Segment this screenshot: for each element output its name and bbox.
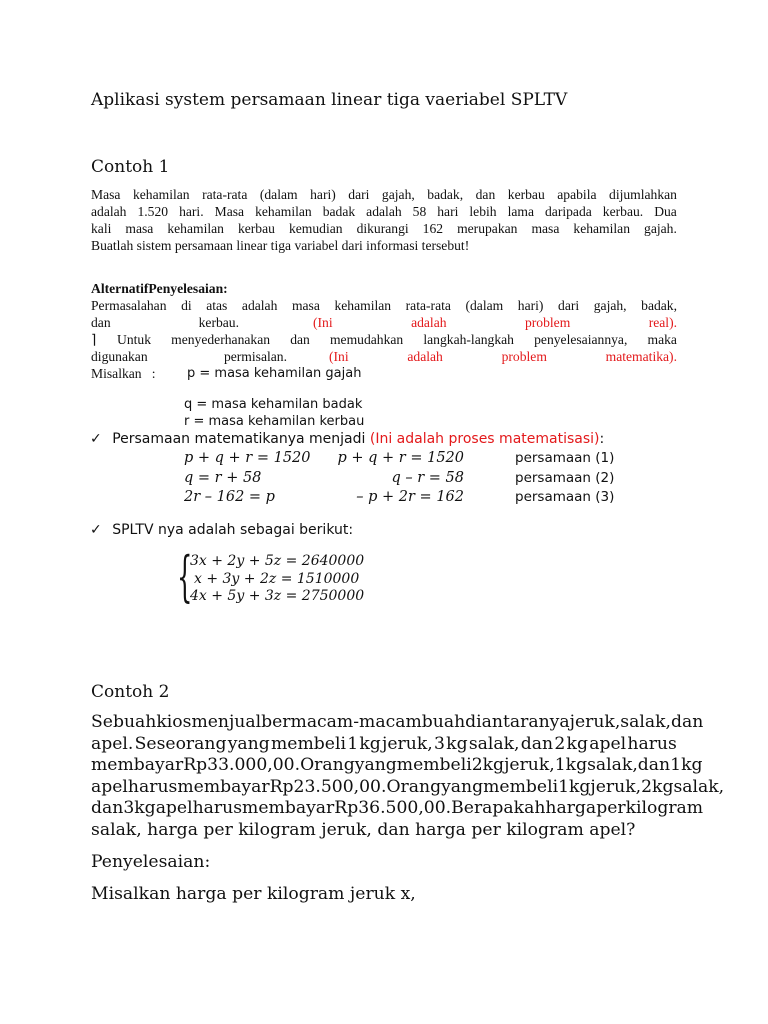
paragraph-line (91, 203, 677, 220)
word: kehamilan (132, 187, 190, 202)
word: menjual (191, 712, 262, 732)
word: memudahkan (329, 332, 404, 347)
check-icon: ✓ (90, 431, 102, 447)
word: jeruk, (590, 776, 642, 797)
word: 3 (123, 798, 135, 819)
word: (Ini (313, 315, 333, 330)
word: di (181, 298, 192, 313)
equation-tags (515, 449, 614, 508)
word: kemudian (288, 221, 343, 236)
word: salak, (468, 733, 520, 754)
word: salak, (587, 755, 638, 776)
word: daripada (545, 204, 592, 219)
word: Masa (214, 204, 245, 219)
word: maka (647, 332, 677, 347)
word: lebih (469, 204, 497, 219)
word: kehamilan (573, 221, 631, 236)
word: Masa (91, 187, 121, 202)
paragraph-line (91, 776, 725, 799)
word: atas (206, 298, 228, 313)
paragraph-line (91, 186, 677, 203)
word: hari) (310, 187, 336, 202)
solution-line: Misalkan harga per kilogram jeruk x, (91, 884, 416, 904)
word: digunakan (91, 349, 148, 364)
word: gajah, (593, 298, 627, 313)
word: gajah. (644, 221, 677, 236)
word: Berapakah (451, 798, 546, 819)
word: Rp36.500,00. (334, 798, 452, 819)
word: kerbau (507, 187, 545, 202)
system-equation: 4x + 5y + 3z = 2750000 (190, 588, 365, 604)
word: harus (627, 733, 677, 754)
word: harus (192, 798, 243, 819)
word: kilogram (625, 798, 704, 819)
document-title: Aplikasi system persamaan linear tiga vaeriabel SPLTV (91, 90, 568, 110)
word: adalah (366, 204, 402, 219)
word: badak, (641, 298, 677, 313)
equation-tag: persamaan (3) (515, 489, 615, 505)
word: dijumlahkan (609, 187, 677, 202)
word: problem (501, 349, 547, 364)
word: harus (127, 776, 178, 797)
word: problem (524, 315, 571, 330)
word: dan (671, 712, 704, 732)
paragraph-line (91, 220, 677, 237)
equation: q – r = 58 (391, 469, 464, 486)
word: kerbau. (198, 315, 239, 330)
alternative-solution-heading: AlternatifPenyelesaian: (91, 281, 228, 296)
word: kali (91, 221, 112, 236)
word: apel (91, 776, 128, 797)
word: menyederhanakan (171, 332, 271, 347)
word: 1 (670, 755, 682, 776)
word: jeruk, (569, 712, 621, 732)
math-model-item: ✓ Persamaan matematikanya menjadi (Ini adalah proses matematisasi): (90, 431, 605, 447)
word: badak (322, 204, 356, 219)
word: kg (565, 755, 588, 776)
example-1-heading: Contoh 1 (91, 157, 170, 177)
variable-p: p = masa kehamilan gajah (187, 366, 362, 381)
word: membeli (483, 776, 559, 797)
word: rata-rata (202, 187, 248, 202)
word: dan (520, 733, 554, 754)
paragraph-line: Buatlah sistem persamaan linear tiga variabel dari informasi tersebut! (91, 238, 470, 253)
word: membayar (242, 798, 335, 819)
bracket-glyph: ⌉ (91, 332, 97, 347)
word: adalah (241, 298, 278, 313)
math-model-note: (Ini adalah proses matematisasi) (369, 431, 600, 447)
alt-line (91, 365, 677, 382)
word: kg (446, 733, 468, 754)
word: jeruk, (382, 733, 433, 754)
word: masa (291, 298, 320, 313)
word: salak, (620, 712, 671, 732)
word: kehamilan (167, 221, 224, 236)
word: kerbau. (602, 204, 644, 219)
word: adalah (411, 315, 447, 330)
equation: p + q + r = 1520 (337, 450, 464, 466)
word: lama (507, 204, 534, 219)
word: kg (482, 755, 505, 776)
word: apabila (557, 187, 597, 202)
word: buah (421, 712, 466, 732)
word: kg (652, 776, 674, 797)
word: Orang (386, 776, 442, 797)
word: membayar (91, 755, 184, 776)
word: masa (531, 221, 560, 236)
word: (Ini (329, 349, 349, 364)
word: dari (558, 298, 580, 313)
word: penyelesaiannya, (534, 332, 628, 347)
word: Rp33.000,00. (183, 755, 301, 776)
word: yang (227, 733, 270, 754)
system-equation: 3x + 2y + 5z = 2640000 (190, 553, 365, 569)
word: Dua (654, 204, 677, 219)
word: kerbau (237, 221, 275, 236)
variable-q: q = masa kehamilan badak (184, 397, 363, 412)
word: 2 (471, 755, 483, 776)
word: membeli (396, 755, 472, 776)
word: adalah (91, 204, 127, 219)
word: apel (589, 733, 627, 754)
system-brace: { (177, 545, 193, 608)
word: hari) (517, 298, 544, 313)
system-equation: x + 3y + 2z = 1510000 (194, 570, 360, 587)
word: kg (681, 755, 703, 776)
word: gajah, (381, 187, 415, 202)
word: badak, (427, 187, 464, 202)
word: antaranya (481, 712, 570, 732)
misalkan-label: Misalkan : (91, 366, 156, 381)
paragraph-line (91, 712, 704, 734)
word: dan (91, 315, 111, 330)
word: kg (134, 798, 156, 819)
word: dari (348, 187, 370, 202)
equation: – p + 2r = 162 (356, 489, 464, 505)
word: rata-rata (405, 298, 451, 313)
word: permisalan. (223, 349, 287, 364)
word: yang (441, 776, 484, 797)
word: Untuk (117, 332, 151, 347)
solution-heading: Penyelesaian: (91, 852, 211, 872)
example-2-heading: Contoh 2 (91, 682, 170, 702)
check-icon: ✓ (90, 522, 102, 538)
word: membeli (271, 733, 346, 754)
paragraph-line (91, 755, 703, 777)
word: apel. (91, 733, 134, 754)
word: Seseorang (134, 733, 227, 754)
math-model-text: Persamaan matematikanya menjadi (112, 431, 370, 447)
word: di (465, 712, 482, 732)
example-1-paragraph (91, 186, 677, 254)
word: adalah (407, 349, 443, 364)
word: apel (155, 798, 193, 819)
paragraph-line: salak, harga per kilogram jeruk, dan harga per kilogram apel? (91, 819, 636, 840)
word: merupakan (457, 221, 518, 236)
word: membayar (177, 776, 270, 797)
equation: 2r – 162 = p (184, 489, 275, 505)
word: dan (91, 798, 124, 819)
word: masa (125, 221, 154, 236)
paragraph-line (91, 734, 677, 756)
alt-line (91, 297, 677, 314)
word: (dalam (465, 298, 504, 313)
word: kg (359, 733, 381, 754)
word: kg (566, 733, 588, 754)
equation-column-middle (334, 449, 464, 508)
word: 58 (412, 204, 427, 219)
word: dikurangi (356, 221, 409, 236)
word: 3 (433, 733, 445, 754)
word: matematika). (605, 349, 677, 364)
alt-line (91, 348, 677, 365)
word: dan (475, 187, 496, 202)
word: dan (290, 332, 310, 347)
word: 1 (558, 776, 569, 797)
word: real). (648, 315, 677, 330)
equation-tag: persamaan (1) (515, 450, 615, 466)
spltv-item (90, 522, 353, 538)
word: bermacam-macam (261, 712, 422, 732)
word: 1 (554, 755, 566, 776)
word: kios (156, 712, 192, 732)
word: Orang (300, 755, 355, 776)
equation: p + q + r = 1520 (184, 450, 311, 466)
word: hari. (179, 204, 204, 219)
equation-column-left (184, 449, 311, 508)
variable-r: r = masa kehamilan kerbau (184, 414, 365, 429)
word: kehamilan (334, 298, 392, 313)
word: harga (545, 798, 597, 819)
spltv-text: SPLTV nya adalah sebagai berikut: (112, 522, 354, 538)
paragraph-line (91, 798, 704, 820)
equation-tag: persamaan (2) (515, 469, 615, 486)
equation: q = r + 58 (184, 469, 262, 486)
word: Rp23.500,00. (269, 776, 387, 797)
word: Permasalahan (91, 298, 167, 313)
word: salak, (673, 776, 725, 797)
word: langkah-langkah (423, 332, 514, 347)
alt-line (91, 331, 677, 348)
alt-line (91, 314, 677, 331)
word: per (596, 798, 626, 819)
alternative-solution-block (91, 280, 677, 382)
word: dan (637, 755, 671, 776)
word: yang (354, 755, 397, 776)
word: hari (437, 204, 459, 219)
word: 2 (554, 733, 566, 754)
example-2-paragraph (91, 712, 725, 842)
word: (dalam (259, 187, 298, 202)
word: 162 (422, 221, 444, 236)
word: kg (569, 776, 591, 797)
word: kehamilan (255, 204, 312, 219)
word: 1.520 (137, 204, 169, 219)
word: Sebuah (91, 712, 157, 732)
word: 1 (347, 733, 359, 754)
word: jeruk, (504, 755, 555, 776)
word: 2 (641, 776, 653, 797)
